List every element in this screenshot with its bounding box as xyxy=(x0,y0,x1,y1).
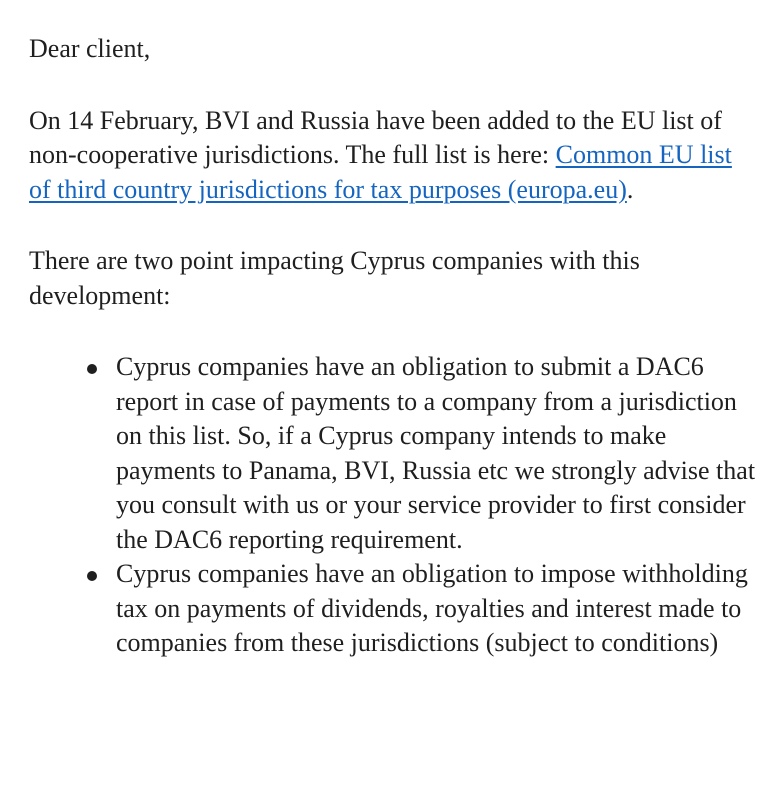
bullet-icon xyxy=(87,364,97,374)
bullet-text-dac6: Cyprus companies have an obligation to submit a DAC6 report in case of payments to a company from a jurisdiction on this list. So, if a Cyprus company intends to make payments to Panama, BVI, Russia etc we strongly advise that you consult with us or your service provider to first consider the DAC6 reporting requirement. xyxy=(116,352,756,554)
paragraph-eu-list-end: . xyxy=(626,174,634,204)
bullet-text-withholding-tax: Cyprus companies have an obligation to impose withholding tax on payments of dividends, royalties and interest made to companies from these jurisdictions (subject to conditions) xyxy=(116,559,748,657)
bullet-icon xyxy=(87,571,97,581)
paragraph-impact: There are two point impacting Cyprus companies with this development: xyxy=(29,246,640,310)
greeting: Dear client, xyxy=(29,34,151,63)
paragraph-eu-list-text: On 14 February, BVI and Russia have been added to the EU list of non-cooperative jurisdictions. The full list is here: xyxy=(29,105,722,169)
impact-bullet-list xyxy=(29,350,756,661)
list-item xyxy=(116,350,756,557)
eu-list-link[interactable]: Common EU list of third country jurisdictions for tax purposes (europa.eu) xyxy=(29,140,732,204)
paragraph-eu-list xyxy=(29,104,759,208)
list-item xyxy=(116,557,756,661)
